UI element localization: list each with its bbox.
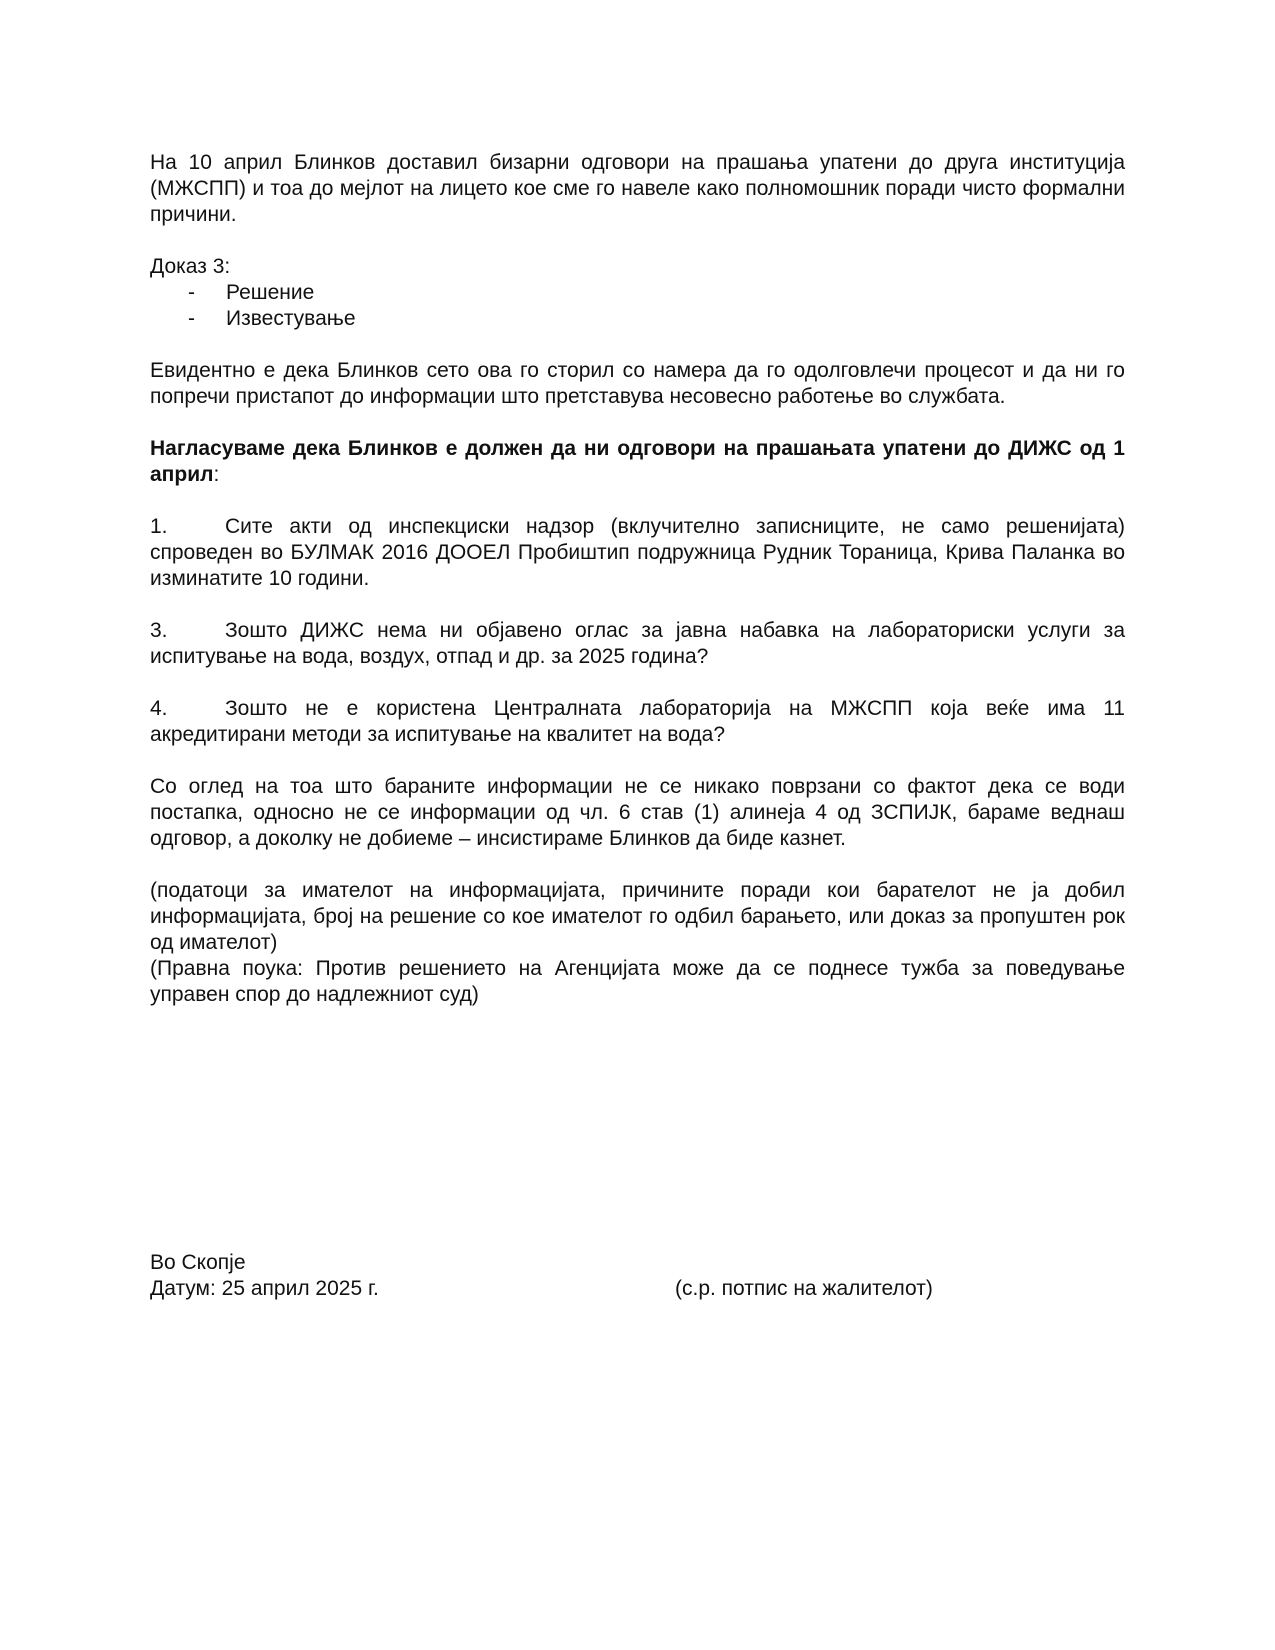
spacer <box>150 488 1125 514</box>
question-number: 1. <box>150 515 168 538</box>
evidence-title: Доказ 3: <box>150 255 231 278</box>
data-note-paragraph: (податоци за имателот на информацијата, причините поради кои барателот не ја добил информацијата, број на решение со кое имателот го одбил барањето, или доказ за пропуштен рок од имателот) <box>150 879 1125 954</box>
question-item <box>150 618 1125 670</box>
spacer <box>150 748 1125 774</box>
dash-bullet: - <box>188 281 195 304</box>
emphasis-paragraph <box>150 436 1125 488</box>
spacer <box>150 410 1125 436</box>
date-signature-row <box>150 1276 1125 1302</box>
intro-paragraph: На 10 април Блинков доставил бизарни одговори на прашања упатени до друга институција (МЖСПП) и тоа до мејлот на лицето кое сме го навеле како полномошник поради чисто формални причини. <box>150 151 1125 226</box>
question-text: Зошто ДИЖС нема ни објавено оглас за јавна набавка на лабораториски услуги за испитување на вода, воздух, отпад и др. за 2025 година? <box>150 619 1125 668</box>
emphasis-bold-text: Нагласуваме дека Блинков е должен да ни одговори на прашањата упатени до ДИЖС од 1 април <box>150 437 1125 486</box>
spacer <box>150 592 1125 618</box>
argument-paragraph: Евидентно е дека Блинков сето ова го сторил со намера да го одолговлечи процесот и да ни го попречи пристапот до информации што претставува несовесно работење во службата. <box>150 359 1125 408</box>
question-number: 3. <box>150 619 168 642</box>
question-item <box>150 514 1125 592</box>
question-text: Зошто не е користена Централната лабораторија на МЖСПП која веќе има 11 акредитирани методи за испитување на квалитет на вода? <box>150 697 1125 746</box>
evidence-item-label: Известување <box>226 307 356 330</box>
evidence-item <box>150 280 1125 306</box>
legal-notice-paragraph: (Правна поука: Против решението на Агенцијата може да се поднесе тужба за поведување управен спор до надлежниот суд) <box>150 957 1125 1006</box>
document-body <box>150 150 1125 1008</box>
question-item <box>150 696 1125 748</box>
spacer <box>150 228 1125 254</box>
evidence-item-label: Решение <box>226 281 315 304</box>
demand-paragraph: Со оглед на тоа што бараните информации не се никако поврзани со фактот дека се води постапка, односно не се информации од чл. 6 став (1) алинеја 4 од ЗСПИЈК, бараме веднаш одговор, а доколку не добиеме – инсистираме Блинков да биде казнет. <box>150 775 1125 850</box>
date-line: Датум: 25 април 2025 г. <box>150 1277 379 1300</box>
emphasis-colon: : <box>213 463 220 486</box>
signature-block <box>150 1250 1125 1302</box>
question-number: 4. <box>150 697 168 720</box>
dash-bullet: - <box>188 307 195 330</box>
spacer <box>150 852 1125 878</box>
place-line: Во Скопје <box>150 1251 246 1274</box>
spacer <box>150 670 1125 696</box>
question-text: Сите акти од инспекциски надзор (вклучително записниците, не само решенијата) спроведен во БУЛМАК 2016 ДООЕЛ Пробиштип подружница Рудник Тораница, Крива Паланка во изминатите 10 години. <box>150 515 1125 590</box>
evidence-item <box>150 306 1125 332</box>
signature-line: (с.р. потпис на жалителот) <box>675 1277 933 1300</box>
spacer <box>150 332 1125 358</box>
